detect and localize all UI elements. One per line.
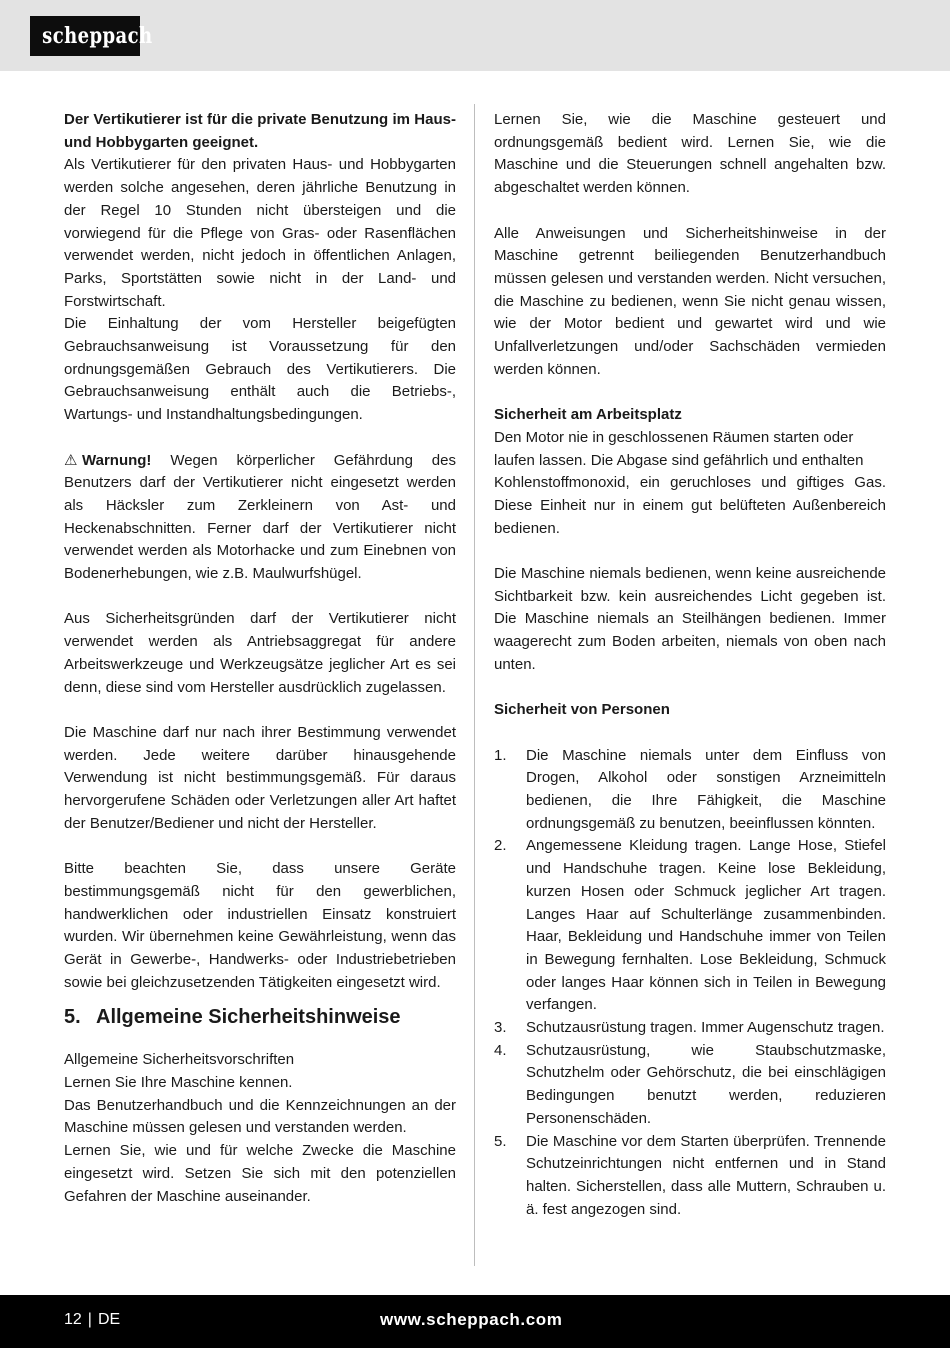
scheppach-logo [30,16,153,56]
control-paragraph: Lernen Sie, wie die Maschine gesteuert und ordnungsgemäß bedient wird. Lernen Sie, wie die Maschine und die Steuerungen schnell angehalten bzw. abgeschaltet werden können. [494,111,886,197]
intro-paragraph: Als Vertikutierer für den privaten Haus- und Hobbygarten werden solche angesehen, deren jährliche Benutzung in der Regel 10 Stunden nicht übersteigen und die vorwiegend für die Pflege von Gras- oder Rasenflächen verwendet werden, nicht jedoch in öffentlichen Anlagen, Parks, Sportstätten sowie nicht in der Land- und Forstwirtschaft. [64,156,456,310]
section-number: 5. [64,1006,81,1029]
workplace-heading: Sicherheit am Arbeitsplatz [494,406,682,424]
instructions-paragraph: Alle Anweisungen und Sicherheitshinweise in der Maschine getrennt beiliegenden Benutzerhandbuch müssen gelesen und verstanden werden. Nicht versuchen, die Maschine zu bedienen, wenn Sie nicht genau wissen, wie der Motor bedient und gewartet wird und wie Unfallverletzungen und/oder Sachschäden vermieden werden können. [494,224,886,378]
list-number: 3. [494,1019,507,1037]
list-item [494,1040,886,1131]
usage-paragraph: Die Einhaltung der vom Hersteller beigefügten Gebrauchsanweisung ist Voraussetzung für den ordnungsgemäßen Gebrauch des Vertikutierers. Die Gebrauchsanweisung enthält auch die Betriebs-, Wartungs- und Instandhaltungsbedingungen. [64,315,456,424]
persons-heading: Sicherheit von Personen [494,701,670,719]
page-separator: | [87,1311,92,1328]
website-url[interactable]: www.scheppach.com [380,1310,563,1329]
list-number: 1. [494,746,507,764]
page-number: 12 [64,1311,82,1328]
right-column [494,109,886,1221]
general-rules-line: Allgemeine Sicherheitsvorschriften [64,1051,295,1069]
section-title: Allgemeine Sicherheitshinweise [96,1006,401,1029]
carbon-monoxide-paragraph: Kohlenstoffmonoxid, ein geruchloses und giftiges Gas. Diese Einheit nur in einem gut belüfteten Außenbereich bedienen. [494,474,886,537]
list-number: 4. [494,1041,507,1059]
page-footer [0,1295,950,1348]
list-text: Angemessene Kleidung tragen. Lange Hose, Stiefel und Handschuhe tragen. Keine lose Bekleidung, kurzen Hosen oder Schmuck jeglicher Art tragen. Langes Haar auf Schulterlänge zusammenbinden. Haar, Bekleidung und Handschuhe immer von Teilen in Bewegung fernhalten. Lose Bekleidung, Schmuck oder langes Haar können sich in Teilen in Bewegung verfangen. [526,837,886,1014]
logo-text: scheppach [42,23,153,49]
warning-triangle-icon: ⚠ [64,451,78,469]
section-heading [64,1004,456,1030]
warranty-paragraph: Bitte beachten Sie, dass unsere Geräte bestimmungsgemäß nicht für den gewerblichen, handwerklichen oder industriellen Einsatz konstruiert wurden. Wir übernehmen keine Gewährleistung, wenn das Gerät in Gewerbe-, Handwerks- oder Industriebetrieben sowie bei gleichzusetzenden Tätigkeiten eingesetzt wird. [64,860,456,991]
list-number: 5. [494,1132,507,1150]
list-text: Die Maschine vor dem Starten überprüfen. Trennende Schutzeinrichtungen nicht entfernen und in Stand halten. Sicherstellen, dass alle Muttern, Schrauben u. ä. fest angezogen sind. [526,1132,886,1218]
list-text: Die Maschine niemals unter dem Einfluss von Drogen, Alkohol oder sonstigen Arzneimitteln bedienen, die Ihre Fähigkeit, die Maschine ordnungsgemäß zu benutzen, beeinflussen könnten. [526,746,886,832]
list-item [494,1017,886,1040]
list-number: 2. [494,837,507,855]
list-text: Schutzausrüstung, wie Staubschutzmaske, Schutzhelm oder Gehörschutz, die bei einschlägigen Bedingungen benutzt werden, reduzieren Personenschäden. [526,1041,886,1127]
left-column [64,109,456,1208]
learn-purpose-paragraph: Lernen Sie, wie und für welche Zwecke die Maschine eingesetzt wird. Setzen Sie sich mit den potenziellen Gefahren der Maschine auseinander. [64,1142,456,1205]
warning-paragraph [64,450,456,586]
list-item [494,835,886,1017]
list-item [494,1131,886,1222]
exhaust-paragraph: Den Motor nie in geschlossenen Räumen starten oder laufen lassen. Die Abgase sind gefährlich und enthalten [494,428,864,469]
manual-paragraph: Das Benutzerhandbuch und die Kennzeichnungen an der Maschine müssen gelesen und verstanden werden. [64,1096,456,1137]
intro-bold-paragraph: Der Vertikutierer ist für die private Benutzung im Haus- und Hobbygarten geeignet. [64,111,456,151]
warning-text: Wegen körperlicher Gefährdung des Benutzers darf der Vertikutierer nicht eingesetzt werden als Häcksler zum Zerkleinern von Ast- und Heckenabschnitten. Ferner darf der Vertikutierer nicht verwendet werden als Motorhacke und zum Einebnen von Bodenerhebungen, wie z.B. Maulwurfshügel. [64,451,456,583]
know-machine-line: Lernen Sie Ihre Maschine kennen. [64,1074,293,1092]
language-code: DE [97,1311,121,1328]
page-label [64,1310,120,1330]
safety-reasons-paragraph: Aus Sicherheitsgründen darf der Vertikutierer nicht verwendet werden als Antriebsaggregat für andere Arbeitswerkzeuge und Werkzeugsätze jeglicher Art es sei denn, diese sind vom Hersteller ausdrücklich zugelassen. [64,610,456,696]
column-divider [474,104,475,1266]
list-item [494,745,886,836]
intended-use-paragraph: Die Maschine darf nur nach ihrer Bestimmung verwendet werden. Jede weitere darüber hinausgehende Verwendung ist nicht bestimmungsgemäß. Für daraus hervorgerufene Schäden oder Verletzungen aller Art haftet der Benutzer/Bediener und nicht der Hersteller. [64,723,456,832]
visibility-paragraph: Die Maschine niemals bedienen, wenn keine ausreichende Sichtbarkeit bzw. kein ausreichendes Licht gegeben ist. Die Maschine niemals an Steilhängen bedienen. Immer waagerecht zum Boden arbeiten, niemals von oben nach unten. [494,565,886,673]
warning-label: Warnung! [82,451,152,469]
list-text: Schutzausrüstung tragen. Immer Augenschutz tragen. [526,1019,885,1037]
safety-list [494,745,886,1222]
